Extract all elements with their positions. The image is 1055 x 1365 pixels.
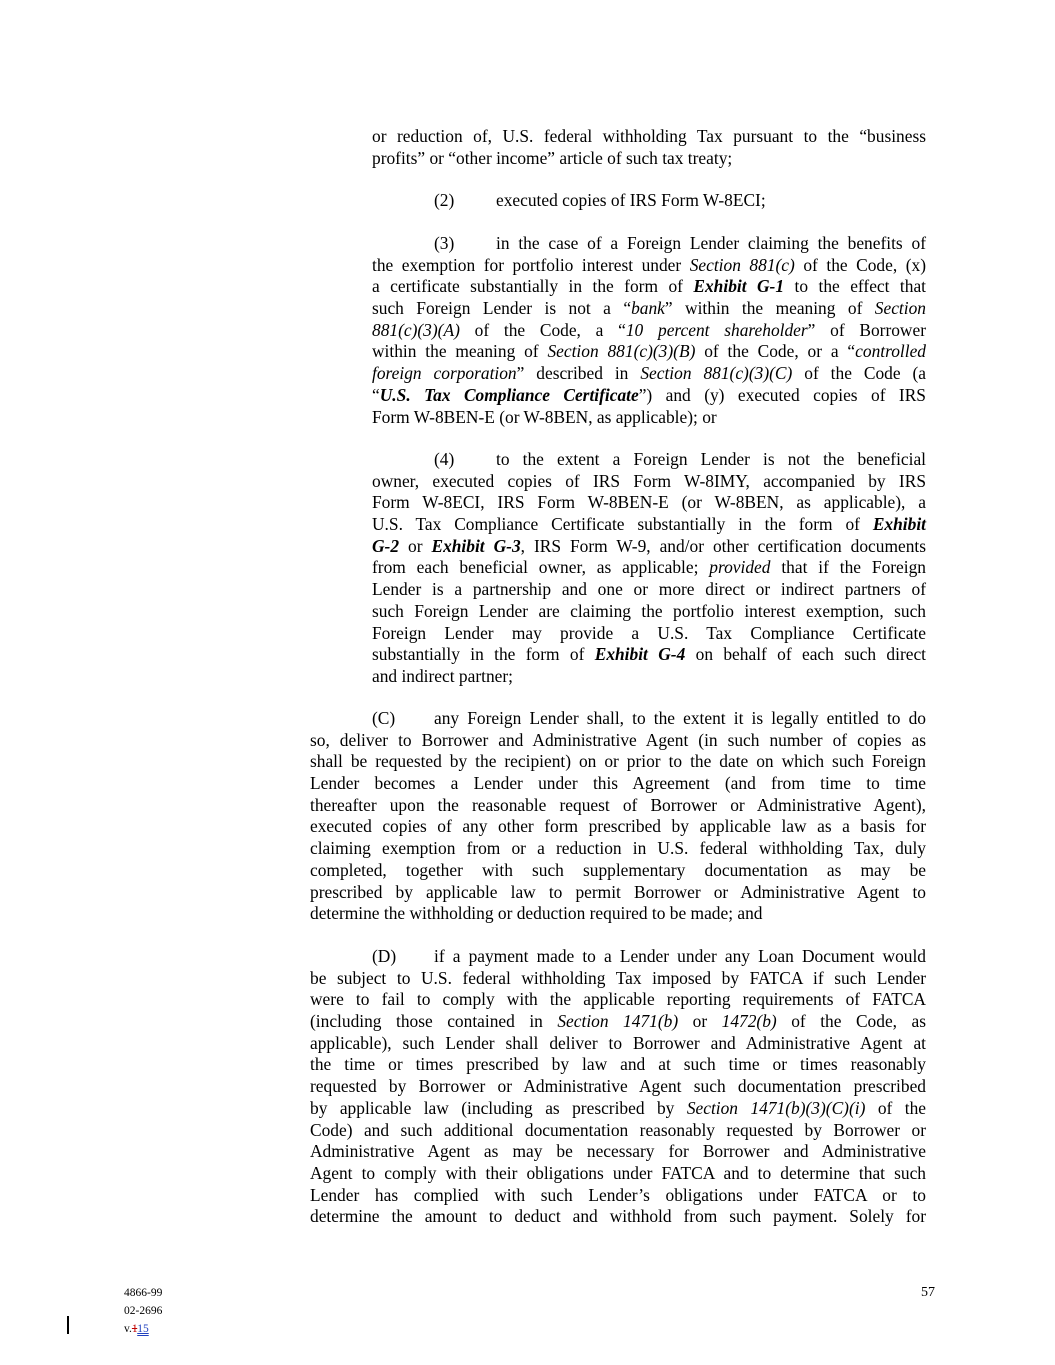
text-line: determine the amount to deduct and withhold from such payment. Solely for <box>310 1206 926 1227</box>
text-line: G-2 or Exhibit G-3, IRS Form W-9, and/or other certification documents <box>372 535 926 556</box>
text-line: (including those contained in Section 1471(b) or 1472(b) of the Code, as <box>310 1011 927 1032</box>
text-line: executed copies of any other form prescribed by applicable law as a basis for <box>310 816 926 837</box>
text-line: if a payment made to a Lender under any Loan Document would <box>434 946 926 966</box>
text-line: owner, executed copies of IRS Form W-8IMY, accompanied by IRS <box>372 470 926 491</box>
page-number: 57 <box>921 1285 935 1300</box>
exhibit-reference: Exhibit G-4 <box>594 644 686 665</box>
text-line: thereafter upon the reasonable request of Borrower or Administrative Agent), <box>310 794 926 815</box>
exhibit-reference: Exhibit <box>872 514 926 535</box>
text-line: Foreign Lender may provide a U.S. Tax Compliance Certificate <box>372 622 926 643</box>
text-line: “U.S. Tax Compliance Certificate”) and (y) executed copies of IRS <box>372 384 926 405</box>
text-line: Form W-8ECI, IRS Form W-8BEN-E (or W-8BEN, as applicable), a <box>372 492 926 513</box>
deleted-revision: 1 <box>131 1323 138 1335</box>
clause-number: (C) <box>372 708 396 728</box>
document-id-line-2: 02-2696 <box>124 1305 163 1317</box>
text-line: U.S. Tax Compliance Certificate substantially in the form of Exhibit <box>372 514 926 535</box>
clause-2 <box>434 190 926 212</box>
text-line: by applicable law (including as prescribed by Section 1471(b)(3)(C)(i) of the <box>310 1097 926 1118</box>
text-line: from each beneficial owner, as applicable; provided that if the Foreign <box>372 557 926 578</box>
exhibit-reference: Exhibit G-1 <box>693 276 785 297</box>
revision-change-bar <box>67 1316 69 1334</box>
text-line: completed, together with such supplementary documentation as may be <box>310 859 926 880</box>
text-line: claiming exemption from or a reduction in U.S. federal withholding Tax, duly <box>310 838 926 859</box>
text-line: or reduction of, U.S. federal withholding Tax pursuant to the “business <box>372 126 926 146</box>
text-line: the time or times prescribed by law and at such time or times reasonably <box>310 1054 926 1075</box>
text-line: prescribed by applicable law to permit Borrower or Administrative Agent to <box>310 881 926 902</box>
text-line: within the meaning of Section 881(c)(3)(B) of the Code, or a “controlled <box>372 341 926 362</box>
text-line: applicable), such Lender shall deliver to Borrower and Administrative Agent at <box>310 1032 926 1053</box>
text-line: determine the withholding or deduction required to be made; and <box>310 903 763 924</box>
clause-c <box>310 708 926 925</box>
text-line: substantially in the form of Exhibit G-4 on behalf of each such direct <box>372 644 927 665</box>
text-line: Administrative Agent as may be necessary for Borrower and Administrative <box>310 1141 926 1162</box>
document-id-line-1: 4866-99 <box>124 1287 163 1299</box>
clause-d <box>310 946 926 1228</box>
text-line: 881(c)(3)(A) of the Code, a “10 percent shareholder” of Borrower <box>372 319 927 340</box>
clause-3 <box>372 233 926 428</box>
text-line: Form W-8BEN-E (or W-8BEN, as applicable); or <box>372 406 717 427</box>
clause-number: (3) <box>434 233 455 253</box>
paragraph-continuation <box>372 126 926 169</box>
text-line: such Foreign Lender is not a “bank” within the meaning of Section <box>372 298 926 319</box>
exhibit-reference: G-2 <box>372 535 400 556</box>
text-line: requested by Borrower or Administrative Agent such documentation prescribed <box>310 1076 926 1097</box>
document-version: v.115 <box>124 1323 149 1335</box>
text-line: Agent to comply with their obligations under FATCA and to determine that such <box>310 1162 926 1183</box>
clause-number: (2) <box>434 190 455 210</box>
text-line: to the extent a Foreign Lender is not the beneficial <box>496 449 926 469</box>
exhibit-reference: Exhibit G-3 <box>431 535 521 556</box>
text-line: foreign corporation” described in Section 881(c)(3)(C) of the Code (a <box>372 363 927 384</box>
text-line: profits” or “other income” article of such tax treaty; <box>372 147 733 168</box>
text-line: Code) and such additional documentation reasonably requested by Borrower or <box>310 1119 926 1140</box>
defined-term: U.S. Tax Compliance Certificate <box>379 384 639 405</box>
text-line: the exemption for portfolio interest under Section 881(c) of the Code, (x) <box>372 254 926 275</box>
text-line: Lender is a partnership and one or more direct or indirect partners of <box>372 579 926 600</box>
text-line: any Foreign Lender shall, to the extent it is legally entitled to do <box>434 708 926 728</box>
text-line: be subject to U.S. federal withholding Tax imposed by FATCA if such Lender <box>310 967 926 988</box>
clause-4 <box>372 449 926 688</box>
text-line: Lender becomes a Lender under this Agreement (and from time to time <box>310 773 926 794</box>
text-line: Lender has complied with such Lender’s obligations under FATCA or to <box>310 1184 926 1205</box>
text-line: shall be requested by the recipient) on or prior to the date on which such Foreign <box>310 751 926 772</box>
inserted-revision: 15 <box>137 1323 149 1335</box>
text-line: such Foreign Lender are claiming the portfolio interest exemption, such <box>372 600 926 621</box>
text-line: and indirect partner; <box>372 665 513 686</box>
text-line: so, deliver to Borrower and Administrative Agent (in such number of copies as <box>310 729 926 750</box>
text-line: a certificate substantially in the form of Exhibit G-1 to the effect that <box>372 276 926 297</box>
clause-number: (D) <box>372 946 397 966</box>
clause-number: (4) <box>434 449 455 469</box>
clause-text: executed copies of IRS Form W-8ECI; <box>496 190 766 210</box>
text-line: were to fail to comply with the applicable reporting requirements of FATCA <box>310 989 926 1010</box>
text-line: in the case of a Foreign Lender claiming the benefits of <box>496 233 926 253</box>
